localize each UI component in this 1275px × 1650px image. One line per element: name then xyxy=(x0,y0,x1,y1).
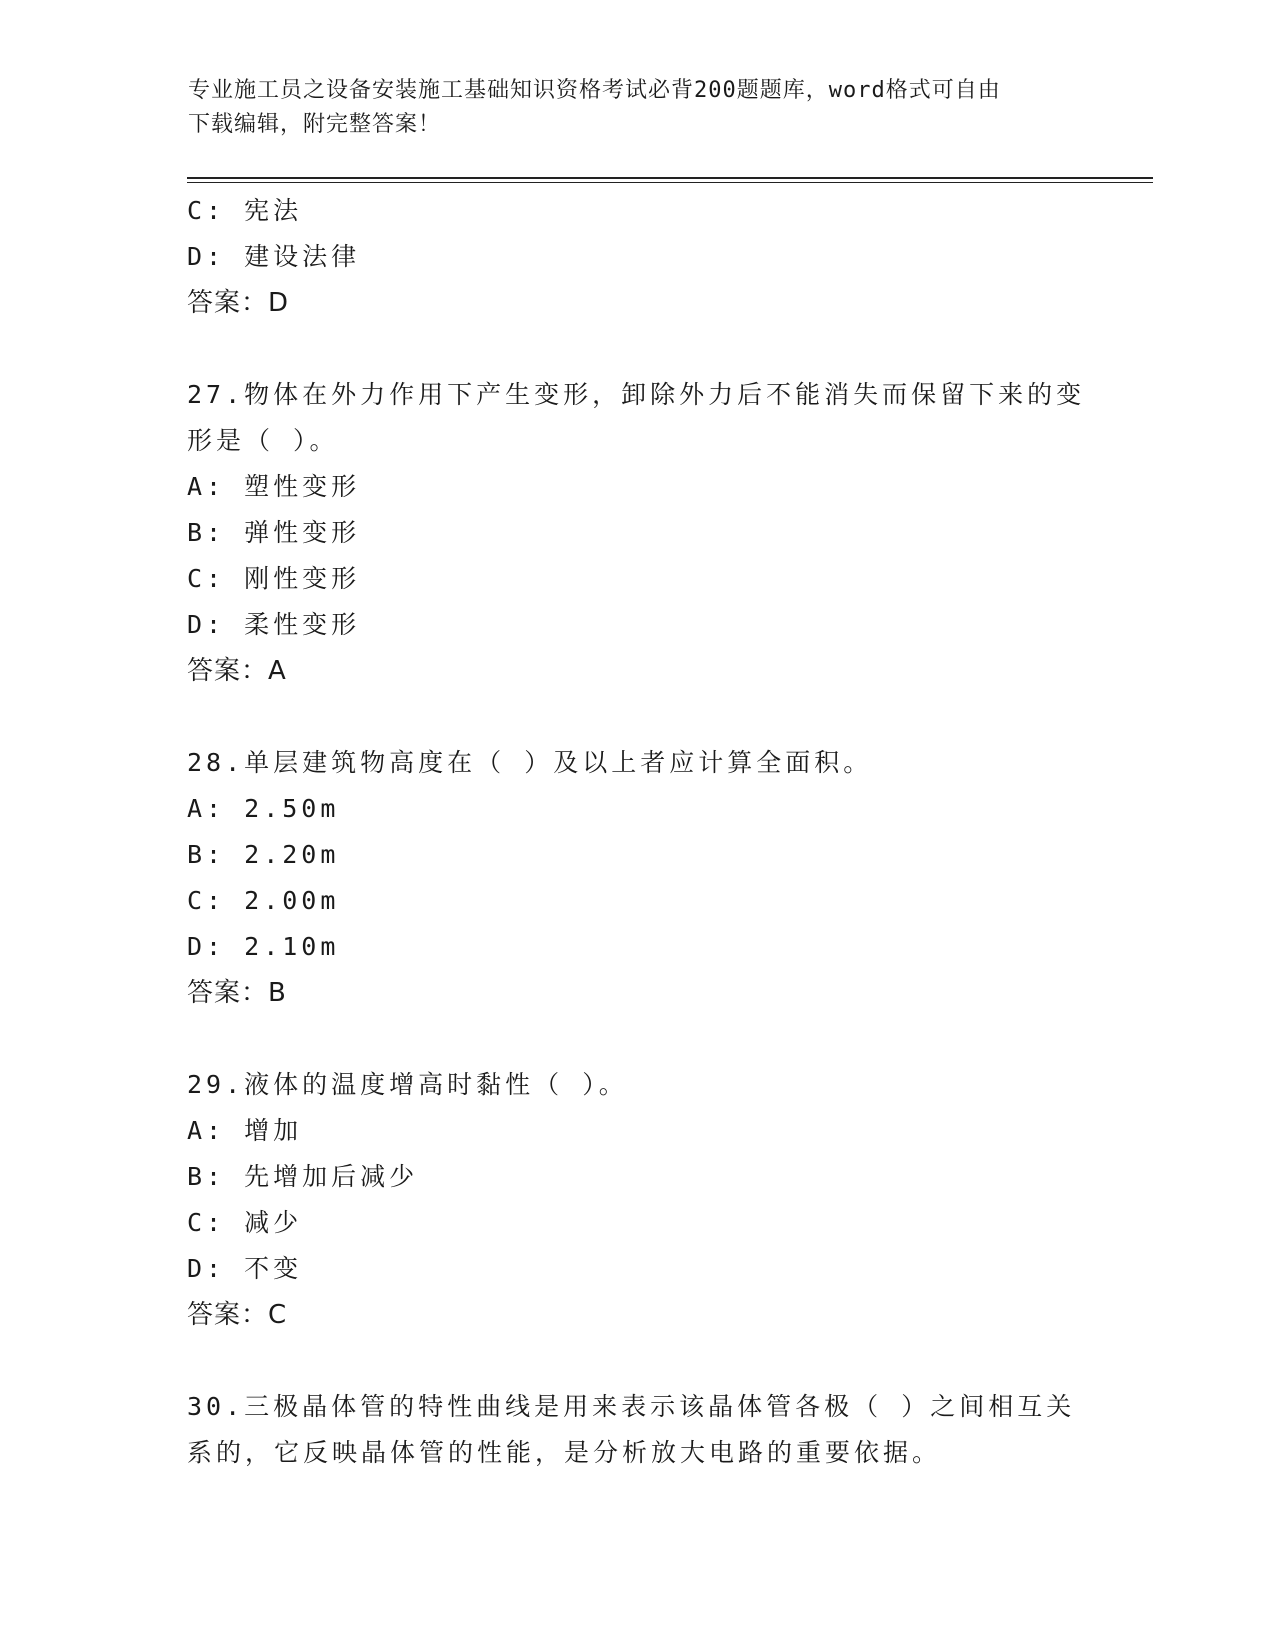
question-block-28 xyxy=(187,740,1087,1016)
header-line-2: 下载编辑，附完整答案！ xyxy=(188,112,442,137)
question-text: 27.物体在外力作用下产生变形，卸除外力后不能消失而保留下来的变 xyxy=(187,380,1086,409)
option-c: C: 刚性变形 xyxy=(187,564,361,593)
option-a: A: 增加 xyxy=(187,1116,303,1145)
option-d: D: 不变 xyxy=(187,1254,303,1283)
question-block-27 xyxy=(187,372,1087,694)
option-a: A: 塑性变形 xyxy=(187,472,361,501)
question-text-cont: 形是（ ）。 xyxy=(187,426,339,455)
answer-line: 答案：B xyxy=(187,978,287,1008)
answer-line: 答案：A xyxy=(187,656,287,686)
answer-line: 答案：D xyxy=(187,288,290,318)
header-divider-thick xyxy=(187,177,1153,179)
option-b: B: 2.20m xyxy=(187,840,340,869)
question-text: 28.单层建筑物高度在（ ）及以上者应计算全面积。 xyxy=(187,748,873,777)
option-b: B: 弹性变形 xyxy=(187,518,361,547)
option-c: C: 减少 xyxy=(187,1208,303,1237)
question-text-cont: 系的，它反映晶体管的性能，是分析放大电路的重要依据。 xyxy=(187,1438,942,1467)
option-d: D: 建设法律 xyxy=(187,242,361,271)
question-block-prev xyxy=(187,188,1087,326)
option-c: C: 2.00m xyxy=(187,886,340,915)
spacer xyxy=(187,1016,1087,1062)
question-block-30 xyxy=(187,1384,1087,1476)
option-d: D: 2.10m xyxy=(187,932,340,961)
document-body xyxy=(187,188,1087,1476)
question-text: 29.液体的温度增高时黏性（ ）。 xyxy=(187,1070,628,1099)
spacer xyxy=(187,1338,1087,1384)
option-c: C: 宪法 xyxy=(187,196,303,225)
answer-line: 答案：C xyxy=(187,1300,288,1330)
header-divider-thin xyxy=(187,182,1153,183)
spacer xyxy=(187,694,1087,740)
header-line-1: 专业施工员之设备安装施工基础知识资格考试必背200题题库，word格式可自由 xyxy=(188,78,1001,103)
question-text: 30.三极晶体管的特性曲线是用来表示该晶体管各极（ ）之间相互关 xyxy=(187,1392,1076,1421)
question-block-29 xyxy=(187,1062,1087,1338)
document-header xyxy=(188,74,1068,142)
option-a: A: 2.50m xyxy=(187,794,340,823)
option-d: D: 柔性变形 xyxy=(187,610,361,639)
spacer xyxy=(187,326,1087,372)
option-b: B: 先增加后减少 xyxy=(187,1162,419,1191)
